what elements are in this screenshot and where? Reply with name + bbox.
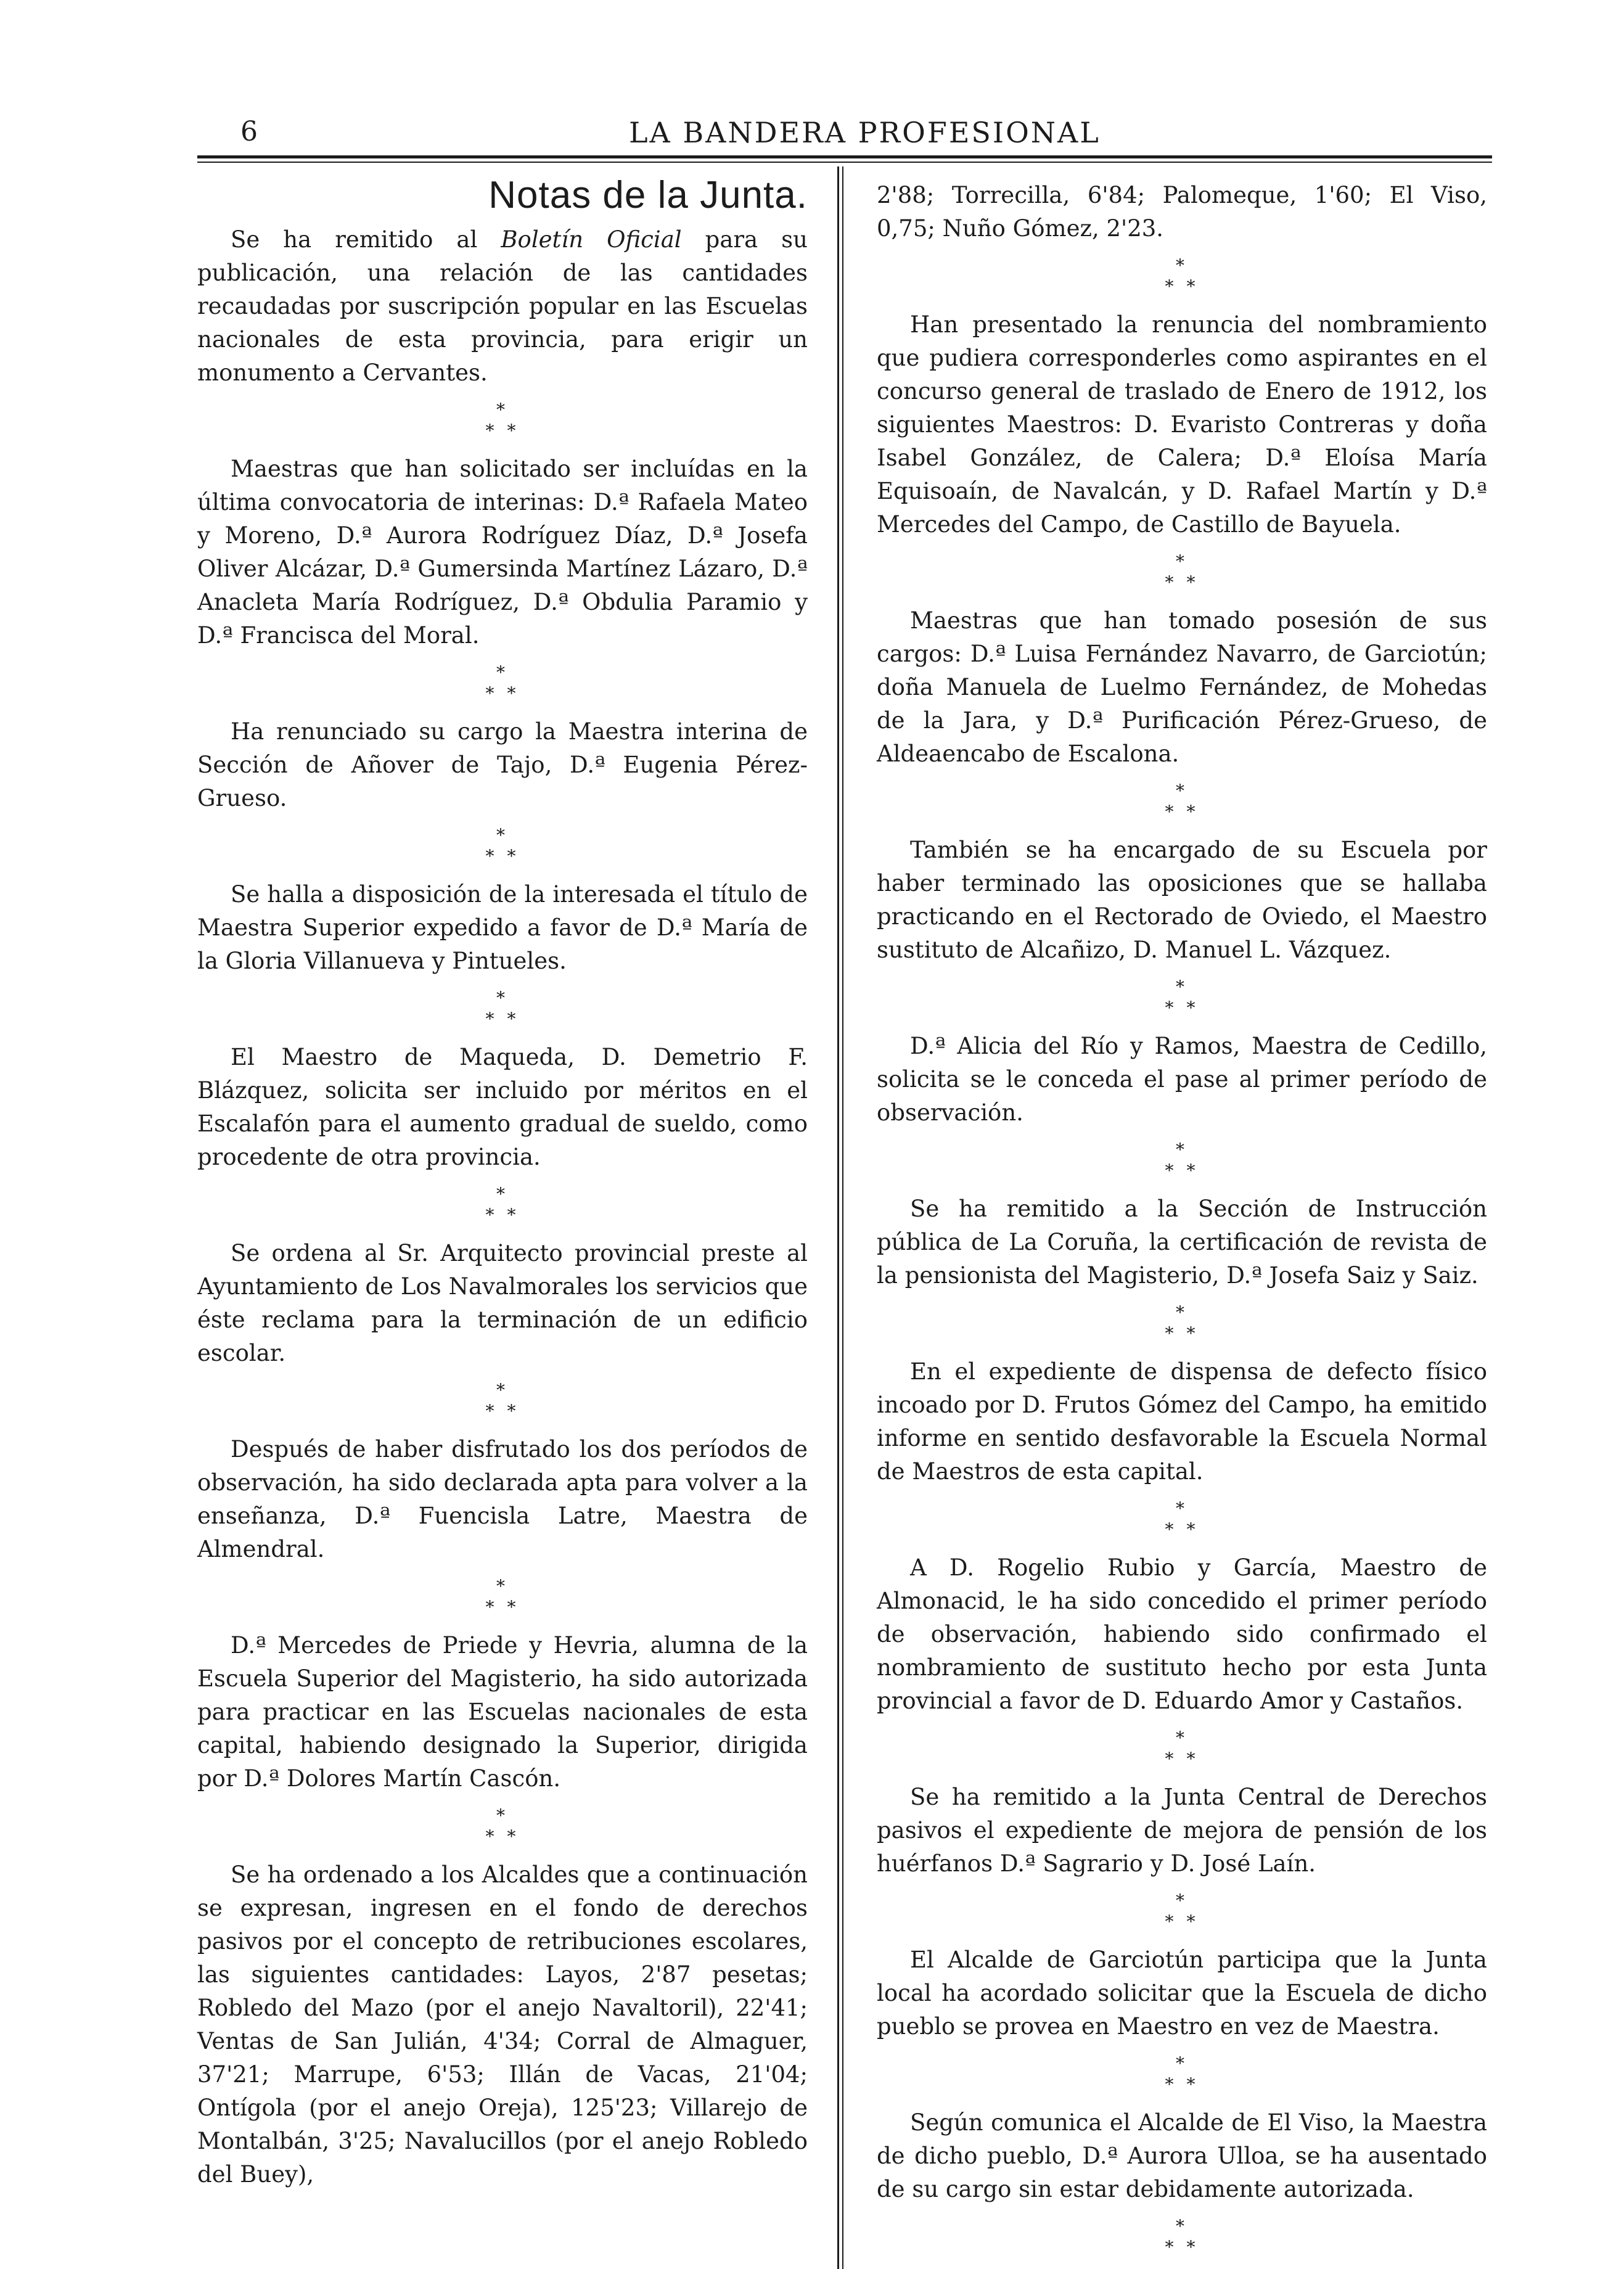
news-item: Después de haber disfrutado los dos períodos de observación, ha sido declarada apta para volver a la enseñanza, D.ª Fuencisla Latre, Maestra de Almendral. — [197, 1436, 808, 1562]
news-item: Se halla a disposición de la interesada el título de Maestra Superior expedido a favor de D.ª María de la Gloria Villanueva y Pintueles. — [197, 881, 808, 974]
asterism-separator: * * * — [485, 1805, 520, 1847]
news-item: Se ha ordenado a los Alcaldes que a continuación se expresan, ingresen en el fondo de derechos pasivos por el concepto de retribuciones escolares, las siguientes cantidades: Layos, 2'87 pesetas; Robledo del Mazo (por el anejo Navaltoril), 22'41; Ventas de San Julián, 4'34; Corral de Almaguer, 37'21; Marrupe, 6'53; Illán de Vacas, 21'04; Ontígola (por el anejo Oreja), 125'23; Villarejo de Montalbán, 3'25; Navalucillos (por el anejo Robledo del Buey), — [197, 1861, 808, 2188]
news-item: D.ª Alicia del Río y Ramos, Maestra de Cedillo, solicita se le conceda el pase al primer período de observación. — [877, 1033, 1487, 1126]
asterism-separator: * * * — [1165, 2053, 1199, 2095]
news-item: También se ha encargado de su Escuela por haber terminado las oposiciones que se hallaba practicando en el Rectorado de Oviedo, el Maestro sustituto de Alcañizo, D. Manuel L. Vázquez. — [877, 837, 1487, 963]
asterism-separator: * * * — [1165, 1498, 1199, 1540]
asterism-separator: * * * — [485, 1380, 520, 1421]
asterism-separator: * * * — [1165, 1728, 1199, 1769]
asterism-separator: * * * — [485, 988, 520, 1029]
page-header — [197, 116, 1492, 153]
asterism-separator: * * * — [1165, 977, 1199, 1018]
news-item: Se ha remitido a la Junta Central de Derechos pasivos el expediente de mejora de pensión de los huérfanos D.ª Sagrario y D. José Laín. — [877, 1784, 1487, 1877]
asterism-separator: * * * — [1165, 2216, 1199, 2257]
news-item: Maestras que han solicitado ser incluídas en la última convocatoria de interinas: D.ª Rafaela Mateo y Moreno, D.ª Aurora Rodríguez Díaz, D.ª Josefa Oliver Alcázar, D.ª Gumersinda Martínez Lázaro, D.ª Anacleta María Rodríguez, D.ª Obdulia Paramio y D.ª Francisca del Moral. — [197, 456, 808, 649]
news-item-text: para su publicación, una relación de las cantidades recaudadas por suscripción popular en las Escuelas nacionales de esta provincia, para erigir un monumento a Cervantes. — [197, 226, 808, 386]
news-item: Se ordena al Sr. Arquitecto provincial preste al Ayuntamiento de Los Navalmorales los servicios que éste reclama para la terminación de un edificio escolar. — [197, 1240, 808, 1366]
asterism-separator: * * * — [1165, 1890, 1199, 1932]
news-item: Maestras que han tomado posesión de sus cargos: D.ª Luisa Fernández Navarro, de Garciotún; doña Manuela de Luelmo Fernández, de Mohedas de la Jara, y D.ª Purificación Pérez-Grueso, de Aldeaencabo de Escalona. — [877, 607, 1487, 767]
publication-name: Boletín Oficial — [501, 226, 682, 253]
asterism-separator: * * * — [485, 1576, 520, 1617]
publication-title: LA BANDERA PROFESIONAL — [629, 116, 1101, 149]
asterism-separator: * * * — [1165, 551, 1199, 593]
news-item: D.ª Mercedes de Priede y Hevria, alumna de la Escuela Superior del Magisterio, ha sido autorizada para practicar en las Escuelas nacionales de esta capital, habiendo designado la Superior, dirigida por D.ª Dolores Martín Cascón. — [197, 1632, 808, 1792]
news-item: Ha renunciado su cargo la Maestra interina de Sección de Añover de Tajo, D.ª Eugenia Pérez-Grueso. — [197, 718, 808, 811]
asterism-separator: * * * — [1165, 781, 1199, 822]
news-item — [197, 223, 808, 390]
asterism-separator: * * * — [485, 662, 520, 704]
asterism-separator: * * * — [485, 825, 520, 866]
news-item: Han presentado la renuncia del nombramiento que pudiera corresponderles como aspirantes en el concurso general de traslado de Enero de 1912, los siguientes Maestros: D. Evaristo Contreras y doña Isabel González, de Calera; D.ª Eloísa María Equisoaín, de Navalcán, y D. Rafael Martín y D.ª Mercedes del Campo, de Castillo de Bayuela. — [877, 311, 1487, 538]
section-title: Notas de la Junta. — [488, 174, 808, 216]
asterism-separator: * * * — [485, 1184, 520, 1225]
column-divider-second-line — [842, 166, 843, 2269]
asterism-separator: * * * — [485, 400, 520, 441]
news-item: Se ha remitido a la Sección de Instrucción pública de La Coruña, la certificación de revista de la pensionista del Magisterio, D.ª Josefa Saiz y Saiz. — [877, 1196, 1487, 1289]
header-rule-thin — [197, 162, 1492, 163]
asterism-separator: * * * — [1165, 1139, 1199, 1181]
news-item-continuation: 2'88; Torrecilla, 6'84; Palomeque, 1'60; El Viso, 0,75; Nuño Gómez, 2'23. — [877, 182, 1487, 242]
header-rule — [197, 155, 1492, 158]
asterism-separator: * * * — [1165, 255, 1199, 297]
news-item: En el expediente de dispensa de defecto físico incoado por D. Frutos Gómez del Campo, ha emitido informe en sentido desfavorable la Escuela Normal de Maestros de esta capital. — [877, 1358, 1487, 1485]
news-item: A D. Rogelio Rubio y García, Maestro de Almonacid, le ha sido concedido el primer período de observación, habiendo sido confirmado el nombramiento de sustituto hecho por esta Junta provincial a favor de D. Eduardo Amor y Castaños. — [877, 1554, 1487, 1714]
news-item-text: Se ha remitido al — [231, 226, 501, 253]
asterism-separator: * * * — [1165, 1302, 1199, 1344]
left-column — [197, 174, 808, 2191]
column-divider — [837, 166, 839, 2269]
news-item: El Maestro de Maqueda, D. Demetrio F. Blázquez, solicita ser incluido por méritos en el Escalafón para el aumento gradual de sueldo, como procedente de otra provincia. — [197, 1044, 808, 1170]
right-column — [877, 179, 1487, 2269]
page-number: 6 — [240, 116, 258, 147]
news-item: El Alcalde de Garciotún participa que la Junta local ha acordado solicitar que la Escuela de dicho pueblo se provea en Maestro en vez de Maestra. — [877, 1947, 1487, 2040]
news-item: Según comunica el Alcalde de El Viso, la Maestra de dicho pueblo, D.ª Aurora Ulloa, se ha ausentado de su cargo sin estar debidamente autorizada. — [877, 2109, 1487, 2202]
